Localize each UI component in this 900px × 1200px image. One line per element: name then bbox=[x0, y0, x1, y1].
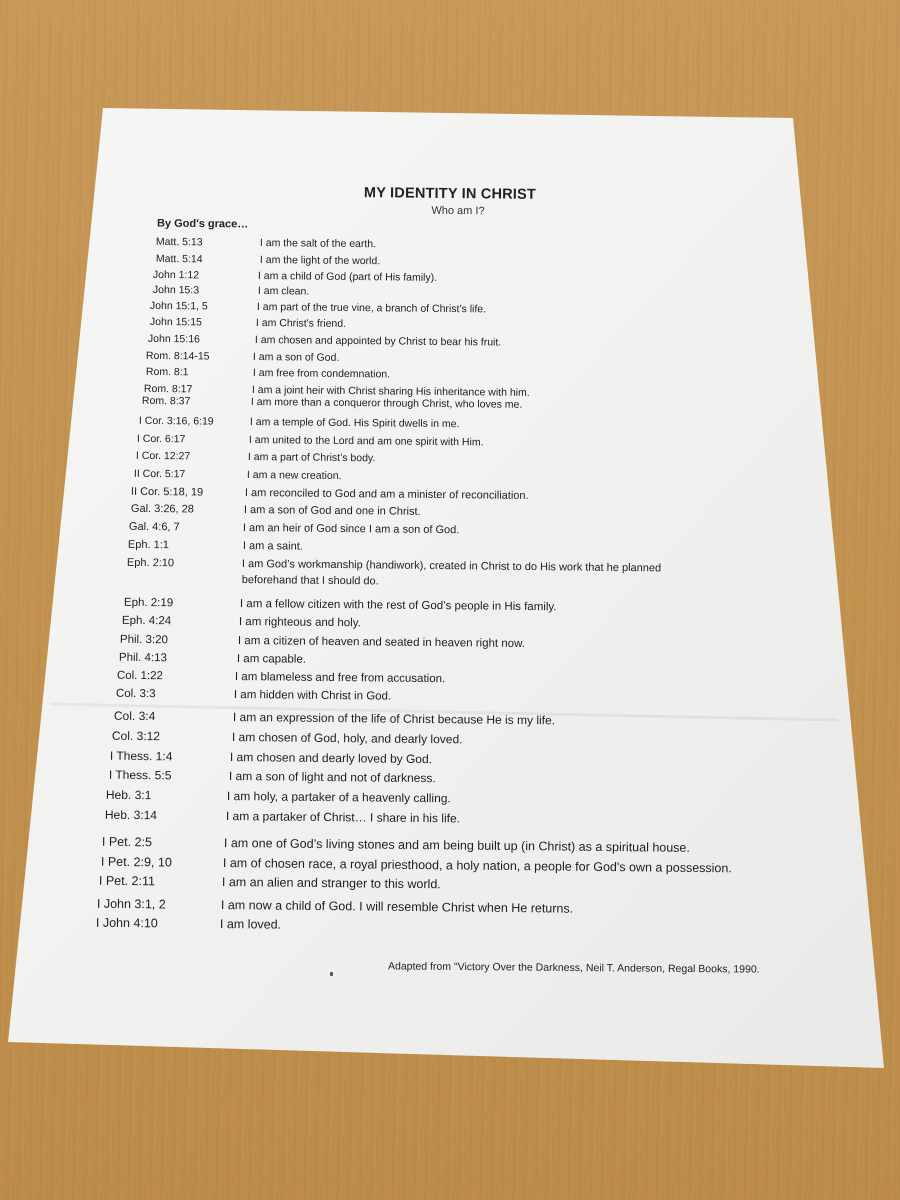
identity-statement: I am Christ's friend. bbox=[255, 317, 347, 330]
scripture-reference: Heb. 3:1 bbox=[105, 787, 152, 803]
identity-statement: I am a part of Christ’s body. bbox=[247, 451, 376, 465]
identity-statement: I am reconciled to God and am a minister of reconciliation. bbox=[244, 487, 529, 502]
identity-statement-continued: beforehand that I should do. bbox=[241, 573, 379, 588]
scripture-reference: Rom. 8:37 bbox=[141, 394, 191, 408]
identity-statement: I am a joint heir with Christ sharing His inheritance with him. bbox=[251, 384, 530, 399]
scripture-reference: I Cor. 12:27 bbox=[135, 449, 191, 463]
identity-statement: I am free from condemnation. bbox=[252, 367, 391, 381]
scripture-reference: I Thess. 5:5 bbox=[108, 767, 172, 783]
identity-statement: I am an expression of the life of Christ because He is my life. bbox=[232, 710, 556, 728]
identity-statement: I am clean. bbox=[257, 285, 310, 298]
scripture-reference: II Cor. 5:17 bbox=[133, 467, 186, 481]
identity-statement: I am one of God’s living stones and am being built up (in Christ) as a spiritual house. bbox=[223, 836, 690, 855]
identity-statement: I am chosen of God, holy, and dearly loved. bbox=[231, 730, 463, 747]
identity-statement: I am capable. bbox=[236, 653, 307, 666]
scripture-reference: Eph. 2:19 bbox=[123, 596, 174, 610]
identity-statement: I am more than a conqueror through Christ, who loves me. bbox=[250, 396, 523, 411]
identity-statement: I am of chosen race, a royal priesthood, a holy nation, a people for God's own a possession. bbox=[222, 856, 732, 876]
scripture-reference: John 15:15 bbox=[149, 315, 202, 329]
document-subtitle: Who am I? bbox=[431, 204, 485, 218]
scripture-reference: John 1:12 bbox=[152, 268, 200, 282]
identity-statement: I am God’s workmanship (handiwork), created in Christ to do His work that he planned bbox=[241, 558, 662, 575]
scripture-reference: I Pet. 2:5 bbox=[101, 834, 153, 850]
scripture-reference: Heb. 3:14 bbox=[104, 807, 158, 823]
scripture-reference: Rom. 8:14-15 bbox=[145, 349, 210, 363]
scripture-reference: I John 3:1, 2 bbox=[96, 896, 166, 912]
identity-statement: I am chosen and appointed by Christ to bear his fruit. bbox=[254, 334, 502, 349]
scripture-reference: Gal. 3:26, 28 bbox=[130, 502, 195, 516]
scripture-reference: I Pet. 2:9, 10 bbox=[100, 854, 172, 870]
identity-statement: I am a citizen of heaven and seated in heaven right now. bbox=[237, 635, 526, 651]
identity-statement: I am hidden with Christ in God. bbox=[233, 689, 392, 703]
identity-statement: I am an alien and stranger to this world. bbox=[221, 875, 441, 892]
identity-statement: I am chosen and dearly loved by God. bbox=[229, 750, 433, 767]
scripture-reference: Gal. 4:6, 7 bbox=[128, 520, 180, 534]
scripture-reference: I Pet. 2:11 bbox=[98, 873, 156, 889]
scripture-reference: II Cor. 5:18, 19 bbox=[130, 485, 204, 499]
identity-statement: I am the salt of the earth. bbox=[259, 237, 377, 251]
document-title: MY IDENTITY IN CHRIST bbox=[363, 185, 537, 203]
identity-statement: I am a partaker of Christ… I share in his life. bbox=[225, 809, 461, 826]
footer-citation: Adapted from "Victory Over the Darkness, Neil T. Anderson, Regal Books, 1990. bbox=[387, 960, 760, 976]
scripture-reference: Rom. 8:1 bbox=[145, 365, 189, 379]
scripture-reference: John 15:1, 5 bbox=[149, 299, 208, 313]
identity-statement: I am united to the Lord and am one spirit with Him. bbox=[248, 434, 484, 449]
identity-statement: I am the light of the world. bbox=[259, 254, 381, 268]
scripture-reference: Col. 3:12 bbox=[111, 728, 161, 744]
scripture-reference: Phil. 3:20 bbox=[119, 633, 168, 647]
identity-statement: I am a son of God and one in Christ. bbox=[243, 504, 421, 518]
identity-statement: I am a fellow citizen with the rest of God’s people in His family. bbox=[239, 598, 557, 614]
identity-statement: I am a saint. bbox=[242, 540, 303, 553]
scripture-reference: Eph. 1:1 bbox=[127, 538, 169, 552]
scripture-reference: Rom. 8:17 bbox=[143, 382, 193, 396]
scripture-reference: I Cor. 6:17 bbox=[136, 432, 186, 446]
identity-statement: I am a son of light and not of darkness. bbox=[228, 769, 436, 786]
scripture-reference: Col. 1:22 bbox=[116, 669, 164, 683]
identity-statement: I am a temple of God. His Spirit dwells in me. bbox=[249, 416, 460, 431]
scripture-reference: Matt. 5:13 bbox=[155, 235, 203, 249]
scripture-reference: I John 4:10 bbox=[95, 915, 158, 931]
scripture-reference: Eph. 4:24 bbox=[121, 614, 172, 628]
identity-statement: I am an heir of God since I am a son of God. bbox=[242, 522, 460, 537]
identity-statement: I am righteous and holy. bbox=[238, 616, 361, 630]
scripture-reference: John 15:16 bbox=[147, 332, 200, 346]
identity-statement: I am a child of God (part of His family). bbox=[257, 270, 438, 284]
identity-statement: I am a son of God. bbox=[252, 351, 340, 364]
identity-statement: I am loved. bbox=[219, 917, 282, 932]
intro-text: By God's grace… bbox=[156, 217, 249, 231]
scripture-reference: Matt. 5:14 bbox=[155, 252, 203, 266]
scripture-reference: Eph. 2:10 bbox=[126, 556, 175, 570]
scripture-reference: Phil. 4:13 bbox=[118, 651, 167, 665]
ink-speck bbox=[330, 972, 333, 976]
identity-statement: I am holy, a partaker of a heavenly calling. bbox=[226, 789, 451, 806]
scripture-reference: Col. 3:3 bbox=[115, 687, 156, 701]
identity-statement: I am part of the true vine, a branch of Christ’s life. bbox=[256, 301, 487, 316]
scripture-reference: John 15:3 bbox=[152, 283, 200, 297]
identity-statement: I am blameless and free from accusation. bbox=[234, 671, 446, 686]
scripture-reference: I Thess. 1:4 bbox=[109, 748, 173, 764]
identity-statement: I am now a child of God. I will resemble Christ when He returns. bbox=[220, 898, 574, 916]
identity-statement: I am a new creation. bbox=[246, 469, 342, 482]
scripture-reference: I Cor. 3:16, 6:19 bbox=[138, 414, 214, 428]
scripture-reference: Col. 3:4 bbox=[113, 708, 156, 724]
